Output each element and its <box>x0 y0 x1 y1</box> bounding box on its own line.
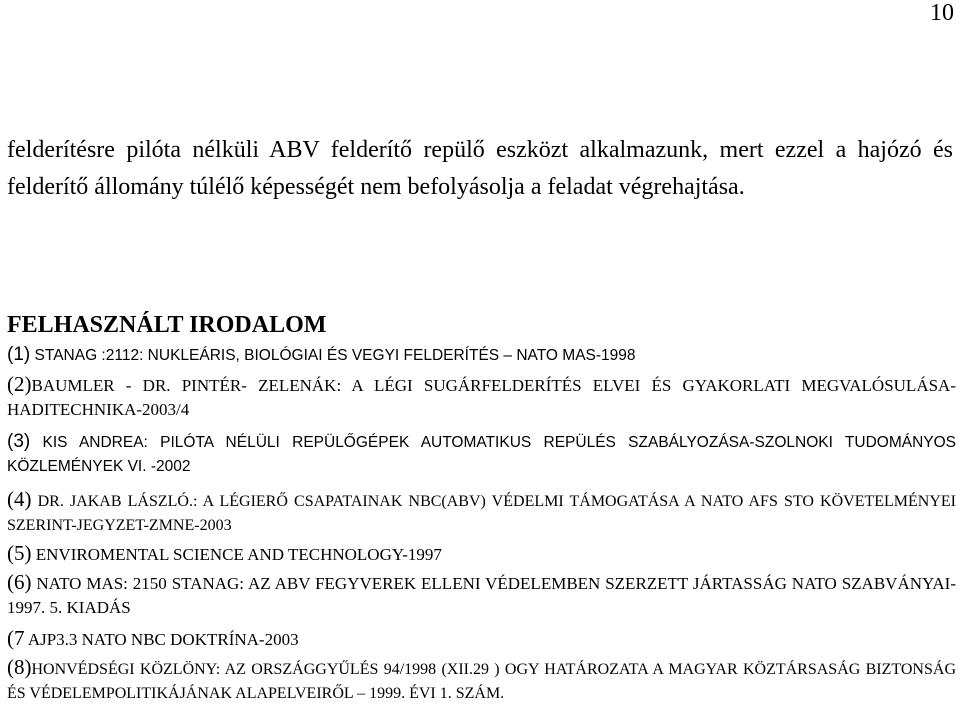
reference-text: STANAG :2112: NUKLEÁRIS, BIOLÓGIAI ÉS VEGYI FELDERÍTÉS – NATO MAS-1998 <box>34 347 636 364</box>
reference-text: KIS ANDREA: PILÓTA NÉLÜLI REPÜLŐGÉPEK AUTOMATIKUS REPÜLÉS SZABÁLYOZÁSA-SZOLNOKI TUDOMÁNYOS KÖZLEMÉNYEK VI. -2002 <box>7 434 956 475</box>
reference-item <box>7 343 956 368</box>
reference-number: (8) <box>7 655 32 679</box>
reference-number: (4) <box>7 487 32 511</box>
reference-item <box>7 626 956 652</box>
reference-number: (1) <box>7 344 31 365</box>
section-heading: FELHASZNÁLT IRODALOM <box>7 312 327 338</box>
reference-text: HONVÉDSÉGI KÖZLÖNY: AZ ORSZÁGGYŰLÉS 94/1998 (XII.29 ) OGY HATÁROZATA A MAGYAR KÖZTÁRSASÁG BIZTONSÁG ÉS VÉDELEMPOLITIKÁJÁNAK ALAPELVEIRŐL – 1999. ÉVI 1. SZÁM. <box>7 661 956 702</box>
reference-number: (2) <box>7 372 32 396</box>
reference-text: BAUMLER - DR. PINTÉR- ZELENÁK: A LÉGI SUGÁRFELDERÍTÉS ELVEI ÉS GYAKORLATI MEGVALÓSULÁSA- HADITECHNIKA-2003/4 <box>7 376 956 419</box>
reference-item <box>7 655 956 706</box>
reference-text: AJP3.3 NATO NBC DOKTRÍNA-2003 <box>27 630 299 649</box>
reference-item <box>7 430 956 479</box>
reference-item <box>7 487 956 538</box>
reference-text: DR. JAKAB LÁSZLÓ.: A LÉGIERŐ CSAPATAINAK NBC(ABV) VÉDELMI TÁMOGATÁSA A NATO AFS STO KÖVETELMÉNYEI SZERINT-JEGYZET-ZMNE-2003 <box>7 493 957 534</box>
reference-item <box>7 372 956 422</box>
reference-item <box>7 541 956 567</box>
reference-text: ENVIROMENTAL SCIENCE AND TECHNOLOGY-1997 <box>35 545 442 564</box>
reference-number: (6) <box>7 570 32 594</box>
page-number: 10 <box>930 0 954 26</box>
reference-item <box>7 570 956 620</box>
reference-number: (5) <box>7 541 32 565</box>
reference-number: (3) <box>7 431 31 452</box>
body-paragraph: felderítésre pilóta nélküli ABV felderítő repülő eszközt alkalmazunk, mert ezzel a hajózó és felderítő állomány túlélő képességét nem befolyásolja a feladat végrehajtása. <box>7 137 953 200</box>
reference-number: (7 <box>7 626 25 650</box>
reference-text: NATO MAS: 2150 STANAG: AZ ABV FEGYVEREK ELLENI VÉDELEMBEN SZERZETT JÁRTASSÁG NATO SZABVÁNYAI-1997. 5. KIADÁS <box>7 574 956 617</box>
